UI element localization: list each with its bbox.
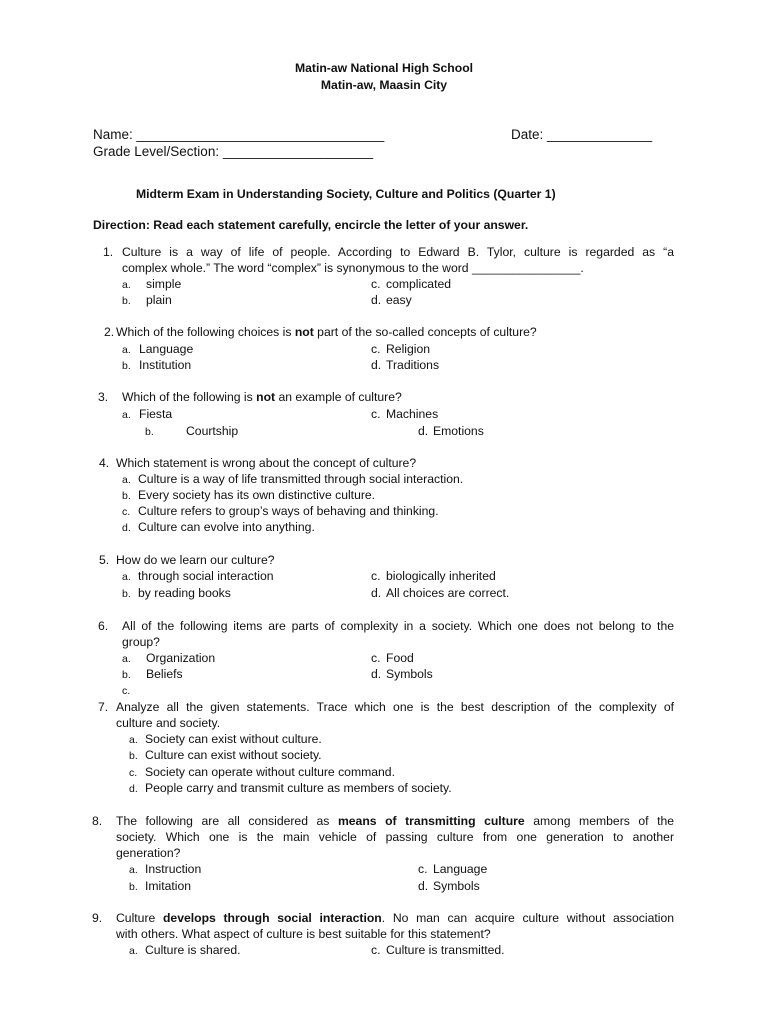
choice-text: Language bbox=[433, 862, 488, 876]
question-text-line: society. Which one is the main vehicle of passing culture from one generation to another bbox=[116, 830, 674, 844]
choice-text: simple bbox=[146, 277, 182, 291]
choice-text: Language bbox=[139, 342, 194, 356]
exam-title: Midterm Exam in Understanding Society, Culture and Politics (Quarter 1) bbox=[136, 187, 556, 201]
question-text-line: complex whole.” The word “complex” is synonymous to the word ________________. bbox=[122, 261, 584, 275]
choice-text: Institution bbox=[139, 358, 192, 372]
choice-text: Society can operate without culture command. bbox=[145, 765, 395, 779]
choice-letter: d. bbox=[371, 586, 382, 600]
choice-letter: a. bbox=[129, 945, 138, 957]
name-field-label: Name: _________________________________ bbox=[93, 127, 385, 142]
choice-text: Fiesta bbox=[139, 407, 173, 421]
choice-text: Instruction bbox=[145, 862, 202, 876]
question-number: 7. bbox=[98, 700, 109, 714]
question-text-line: Analyze all the given statements. Trace which one is the best description of the complexity of bbox=[116, 700, 674, 714]
choice-letter: b. bbox=[122, 588, 131, 600]
school-name: Matin-aw National High School bbox=[294, 61, 474, 75]
choice-letter: b. bbox=[122, 360, 131, 372]
choice-letter: b. bbox=[122, 669, 131, 681]
choice-text: Beliefs bbox=[146, 667, 183, 681]
choice-letter: a. bbox=[122, 474, 131, 486]
choice-text: by reading books bbox=[138, 586, 231, 600]
choice-letter: c. bbox=[418, 862, 428, 876]
question-text-line: Culture develops through social interaction. No man can acquire culture without association bbox=[116, 911, 674, 925]
choice-letter: a. bbox=[129, 864, 138, 876]
choice-letter: a. bbox=[129, 734, 138, 746]
choice-text: Courtship bbox=[186, 424, 239, 438]
question-text-line: group? bbox=[122, 635, 160, 649]
choice-text: Traditions bbox=[386, 358, 440, 372]
question-text-line: Which of the following choices is not part of the so-called concepts of culture? bbox=[116, 325, 537, 339]
choice-letter: c. bbox=[129, 767, 138, 779]
question-number: 6. bbox=[98, 619, 109, 633]
choice-text: Culture is shared. bbox=[145, 943, 241, 957]
choice-text: plain bbox=[146, 293, 172, 307]
direction: Direction: Read each statement carefully, encircle the letter of your answer. bbox=[93, 218, 529, 232]
school-location: Matin-aw, Maasin City bbox=[320, 78, 448, 92]
choice-letter: b. bbox=[145, 426, 154, 438]
choice-text: through social interaction bbox=[138, 569, 274, 583]
choice-letter: a. bbox=[122, 409, 131, 421]
choice-text: Culture can evolve into anything. bbox=[138, 520, 315, 534]
choice-letter: b. bbox=[129, 750, 138, 762]
choice-text: Imitation bbox=[145, 879, 192, 893]
question-text-line: How do we learn our culture? bbox=[116, 553, 275, 567]
question-number: 8. bbox=[92, 814, 103, 828]
question-text-line: with others. What aspect of culture is best suitable for this statement? bbox=[116, 927, 491, 941]
question-number: 9. bbox=[92, 911, 103, 925]
choice-letter: c. bbox=[122, 506, 131, 518]
choice-letter: d. bbox=[122, 522, 131, 534]
choice-text: Machines bbox=[386, 407, 439, 421]
choice-letter: d. bbox=[371, 358, 382, 372]
question-number: 3. bbox=[98, 390, 109, 404]
choice-letter: d. bbox=[418, 879, 429, 893]
question-text-line: generation? bbox=[116, 846, 181, 860]
choice-text: People carry and transmit culture as members of society. bbox=[145, 781, 452, 795]
choice-letter: c. bbox=[371, 651, 381, 665]
choice-letter: a. bbox=[122, 571, 131, 583]
choice-letter: d. bbox=[129, 783, 138, 795]
date-field-label: Date: ______________ bbox=[511, 127, 653, 142]
choice-text: easy bbox=[386, 293, 412, 307]
choice-letter: c. bbox=[122, 685, 131, 697]
choice-text: Every society has its own distinctive culture. bbox=[138, 488, 376, 502]
choice-text: Food bbox=[386, 651, 414, 665]
question-text-line: The following are all considered as means of transmitting culture among members of the bbox=[116, 814, 675, 828]
choice-letter: d. bbox=[371, 667, 382, 681]
question-text-line: Which of the following is not an example of culture? bbox=[122, 390, 402, 404]
choice-letter: b. bbox=[122, 490, 131, 502]
question-text-line: Which statement is wrong about the concept of culture? bbox=[116, 456, 417, 470]
grade-section-field-label: Grade Level/Section: ____________________ bbox=[93, 144, 373, 159]
choice-letter: d. bbox=[418, 424, 429, 438]
choice-text: Religion bbox=[386, 342, 431, 356]
choice-letter: c. bbox=[371, 342, 381, 356]
choice-letter: a. bbox=[122, 653, 131, 665]
choice-text: biologically inherited bbox=[386, 569, 496, 583]
question-number: 5. bbox=[99, 553, 110, 567]
choice-text: Emotions bbox=[433, 424, 484, 438]
question-text-line: Culture is a way of life of people. According to Edward B. Tylor, culture is regarded as “a bbox=[122, 245, 674, 259]
choice-letter: c. bbox=[371, 569, 381, 583]
choice-text: Culture can exist without society. bbox=[145, 748, 322, 762]
question-number: 2. bbox=[104, 325, 115, 339]
choice-text: complicated bbox=[386, 277, 452, 291]
choice-text: All choices are correct. bbox=[386, 586, 510, 600]
choice-text: Culture is transmitted. bbox=[386, 943, 505, 957]
choice-text: Society can exist without culture. bbox=[145, 732, 322, 746]
choice-text: Symbols bbox=[433, 879, 480, 893]
choice-letter: c. bbox=[371, 277, 381, 291]
choice-letter: c. bbox=[371, 943, 381, 957]
choice-text: Organization bbox=[146, 651, 216, 665]
choice-letter: a. bbox=[122, 279, 131, 291]
question-text-line: culture and society. bbox=[116, 716, 221, 730]
choice-letter: c. bbox=[371, 407, 381, 421]
choice-text: Culture refers to group’s ways of behaving and thinking. bbox=[138, 504, 439, 518]
choice-letter: b. bbox=[122, 295, 131, 307]
question-text-line: All of the following items are parts of complexity in a society. Which one does not belong to the bbox=[122, 619, 674, 633]
choice-text: Culture is a way of life transmitted through social interaction. bbox=[138, 472, 464, 486]
choice-letter: d. bbox=[371, 293, 382, 307]
choice-letter: a. bbox=[122, 344, 131, 356]
question-number: 4. bbox=[99, 456, 110, 470]
choice-letter: b. bbox=[129, 881, 138, 893]
question-number: 1. bbox=[103, 245, 114, 259]
choice-text: Symbols bbox=[386, 667, 433, 681]
